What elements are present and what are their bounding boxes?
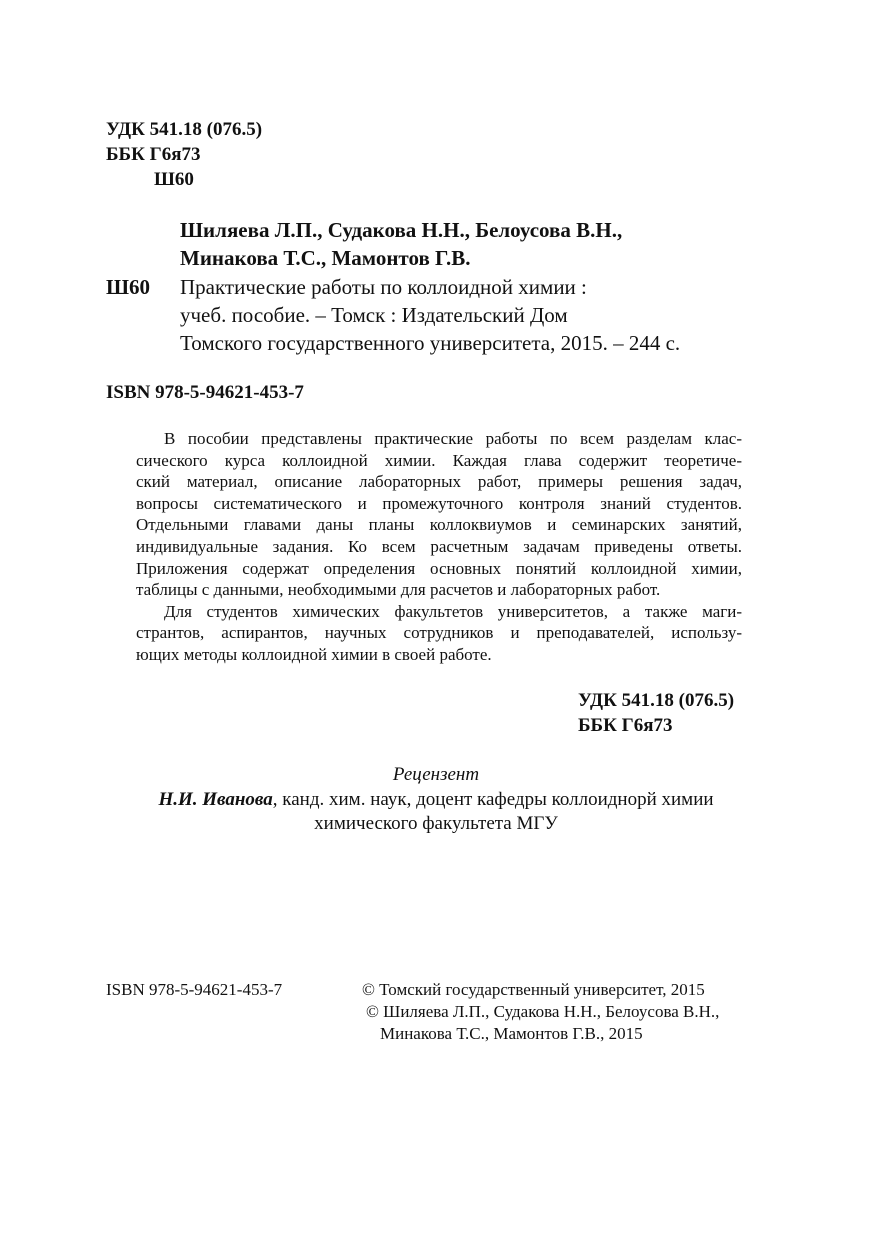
authors-line-1: Шиляева Л.П., Судакова Н.Н., Белоусова В.Н., <box>180 218 623 242</box>
annotation-line: Для студентов химических факультетов университетов, а также маги- <box>164 601 742 621</box>
bbk-code-repeat: ББК Г6я73 <box>578 715 673 736</box>
annotation-line: Отдельными главами даны планы коллоквиумов и семинарских занятий, <box>136 515 742 535</box>
title-line-1: Практические работы по коллоидной химии : <box>180 275 587 299</box>
author-mark: Ш60 <box>154 169 194 190</box>
reviewer-details: , канд. хим. наук, доцент кафедры коллоиднорй химии <box>272 789 714 810</box>
reviewer-name: Н.И. Иванова <box>158 789 273 810</box>
annotation-line: Приложения содержат определения основных понятий коллоидной химии, <box>136 558 742 578</box>
annotation-line: вопросы систематического и промежуточного контроля знаний студентов. <box>136 493 742 513</box>
copyright-line-3: Минакова Т.С., Мамонтов Г.В., 2015 <box>380 1024 643 1043</box>
annotation-line: В пособии представлены практические работы по всем разделам клас- <box>164 429 742 448</box>
annotation-line: ющих методы коллоидной химии в своей работе. <box>136 644 492 664</box>
udk-code-repeat: УДК 541.18 (076.5) <box>578 690 735 711</box>
title-line-2: учеб. пособие. – Томск : Издательский Дом <box>180 303 568 327</box>
authors-line-2: Минакова Т.С., Мамонтов Г.В. <box>180 246 471 270</box>
copyright-line-1: © Томский государственный университет, 2015 <box>362 980 705 999</box>
annotation-line: индивидуальные задания. Ко всем расчетным задачам приведены ответы. <box>136 536 742 556</box>
bbk-code: ББК Г6я73 <box>106 144 201 165</box>
isbn-footer: ISBN 978-5-94621-453-7 <box>106 980 283 999</box>
udk-code: УДК 541.18 (076.5) <box>106 119 263 140</box>
copyright-line-2: © Шиляева Л.П., Судакова Н.Н., Белоусова В.Н., <box>366 1002 720 1021</box>
annotation-line: сического курса коллоидной химии. Каждая глава содержит теоретиче- <box>136 450 742 470</box>
reviewer-line-2: химического факультета МГУ <box>314 813 558 834</box>
reviewer-line-1 <box>106 788 766 812</box>
annotation-line: странтов, аспирантов, научных сотрудников и преподавателей, использу- <box>136 623 742 643</box>
biblio-author-mark: Ш60 <box>106 275 151 299</box>
annotation <box>136 428 742 666</box>
isbn-main: ISBN 978-5-94621-453-7 <box>106 382 304 403</box>
reviewer-heading: Рецензент <box>392 764 480 785</box>
annotation-line: таблицы с данными, необходимыми для расчетов и лабораторных работ. <box>136 580 661 600</box>
title-line-3: Томского государственного университета, 2015. – 244 с. <box>180 331 681 355</box>
annotation-line: ский материал, описание лабораторных работ, примеры решения задач, <box>136 472 742 492</box>
